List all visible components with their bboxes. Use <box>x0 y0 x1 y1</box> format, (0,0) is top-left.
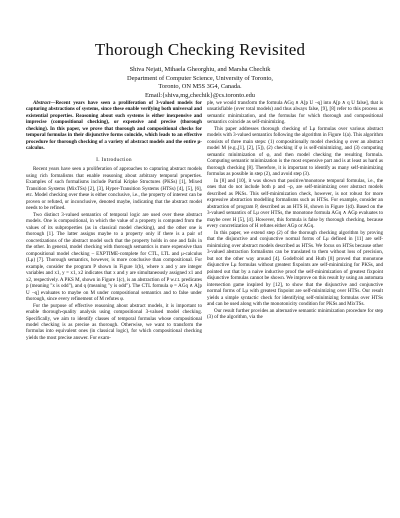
right-column <box>207 100 383 320</box>
section-heading: I. Introduction <box>96 156 132 163</box>
body-paragraph: Our result further provides an alternative semantic minimization procedure for step (3) of the algorithm, via the <box>207 307 383 320</box>
body-paragraph: This paper addresses thorough checking of Lμ formulas over various abstract models with 3-valued semantics following the algorithm in Figure 1(a). This algorithm consists of three main steps: (1) compositionally model checking φ over an abstract model M (e.g.,[1], [2], [5]), (2) checking if φ is self-minimizing, and (3) computing semantic minimization of φ, and then model checking the resulting formula. Computing semantic minimization is the most expensive part and is at least as hard as thorough checking [8]. Therefore, it is important to identify as many self-minimizing formulas as possible in step (2), and avoid step (3). <box>207 125 383 178</box>
abstract-label: Abstract <box>33 100 51 106</box>
body-paragraph: In [8] and [10], it was shown that positive/monotone temporal formulas, i.e., the ones that do not include both p and ¬p, are self-minimizing over abstract models described as PKSs. This self-minimization check, however, is not robust for more expressive abstraction modelling formalisms such as HTSs. For example, consider an abstraction of program P, described as an HTS H, shown in Figure 1(d). Based on the 3-valued semantics of Lμ over HTSs, the monotone formula AGq ∧ AGp evaluates to maybe over H [5], [4]. However, this formula is false by thorough checking, because every concretization of H refutes either AGp or AGq. <box>207 177 383 230</box>
body-paragraph: Two distinct 3-valued semantics of temporal logic are used over these abstract models. One is compositional, in which the value of a property is computed from the values of its subproperties (as in classical model checking), and the other one is thorough [1]. The latter assigns maybe to a property only if there is a pair of concretizations of the abstract model such that the property holds in one and fails in the other. In general, model checking with thorough semantics is more expensive than compositional model checking – EXPTIME-complete for CTL, LTL and μ-calculus (Lμ) [7]. Thorough semantics, however, is more conclusive than compositional. For example, consider the program P shown in Figure 1(b), where x and y are integer variables and x1, y = x1, x2 indicates that x and y are simultaneously assigned x1 and x2, respectively. A PKS M, shown in Figure 1(c), is an abstraction of P w.r.t. predicates p (meaning "x is odd"), and q (meaning "y is odd"). The CTL formula φ = AGq ∧ A[p U ¬q] evaluates to maybe on M under compositional semantics and to false under thorough, since every refinement of M refutes φ. <box>26 211 202 303</box>
abstract <box>26 100 202 152</box>
abstract-text: —Recent years have seen a proliferation of 3-valued models for capturing abstractions of systems, since these enable verifying both universal and existential properties. Reasoning about such systems is either inexpensive and imprecise (compositional checking), or expensive and precise (thorough checking). In this paper, we prove that thorough and compositional checks for temporal formulas in their disjunctive forms coincide, which leads to an effective procedure for thorough checking of a variety of abstract models and the entire μ-calculus. <box>26 100 202 152</box>
author-block <box>0 66 400 100</box>
paper-title: Thorough Checking Revisited <box>94 40 306 59</box>
affiliation-address: Toronto, ON M5S 3G4, Canada. <box>158 83 242 91</box>
author-email: Email:{shiva,mg,chechik}@cs.toronto.edu <box>145 91 255 99</box>
author-names: Shiva Nejati, Mihaela Gheorghiu, and Marsha Chechik <box>129 66 271 73</box>
body-paragraph: In this paper, we extend step (2) of the thorough checking algorithm by proving that the disjunctive and conjunctive normal forms of Lμ defined in [11] are self-minimizing over abstract models described as HTSs. We focus on HTSs because other 3-valued abstraction formalisms can be translated to them without loss of precision, but not the other way around [4]. Godefroid and Huth [8] proved that monotone disjunctive Lμ formulas without greatest fixpoints are self-minimizing for PKSs, and pointed out that by a naive inductive proof the self-minimization of greatest fixpoint disjunctive formulas cannot be shown. We improve on this result by using an automata intersection game inspired by [12], to show that the disjunctive and conjunctive normal forms of Lμ with greatest fixpoint are self-minimizing over HTSs. Our result yields a simple syntactic check for identifying self-minimizing formulas over HTSs and can be used along with the monotonicity condition for PKSs and MixTSs. <box>207 229 383 308</box>
body-paragraph: Recent years have seen a proliferation of approaches to capturing abstract models using rich formalisms that enable reasoning about arbitrary temporal properties. Examples of such formalisms include Partial Kripke Structures (PKSs) [1], Mixed Transition Systems (MixTSs) [2], [3], Hyper-Transition Systems (HTSs) [4], [5], [6], etc. Model checking over these is either conclusive, i.e., the property of interest can be proven or refuted, or inconclusive, denoted maybe, indicating that the abstract model needs to be refined. <box>26 166 202 212</box>
body-paragraph: ple, we would transform the formula AGq ∧ A[p U ¬q] into A[p ∧ q U false], that is unsatisfiable (over total models) and thus always false, [9], [8] refer to this process as semantic minimization, and the formulas for which thorough and compositional semantics coincide as self-minimizing. <box>207 100 383 126</box>
body-paragraph: For the purpose of effective reasoning about abstract models, it is important to enable thorough-quality analysis using compositional 3-valued model checking. Specifically, we aim to identify classes of temporal formulas whose compositional model checking is as precise as thorough. Otherwise, we want to transform the formulas into equivalent ones (in classical logic), for which compositional checking yields the most precise answer. For exam- <box>26 302 202 341</box>
affiliation-department: Department of Computer Science, University of Toronto, <box>126 74 274 82</box>
left-column <box>26 100 202 341</box>
